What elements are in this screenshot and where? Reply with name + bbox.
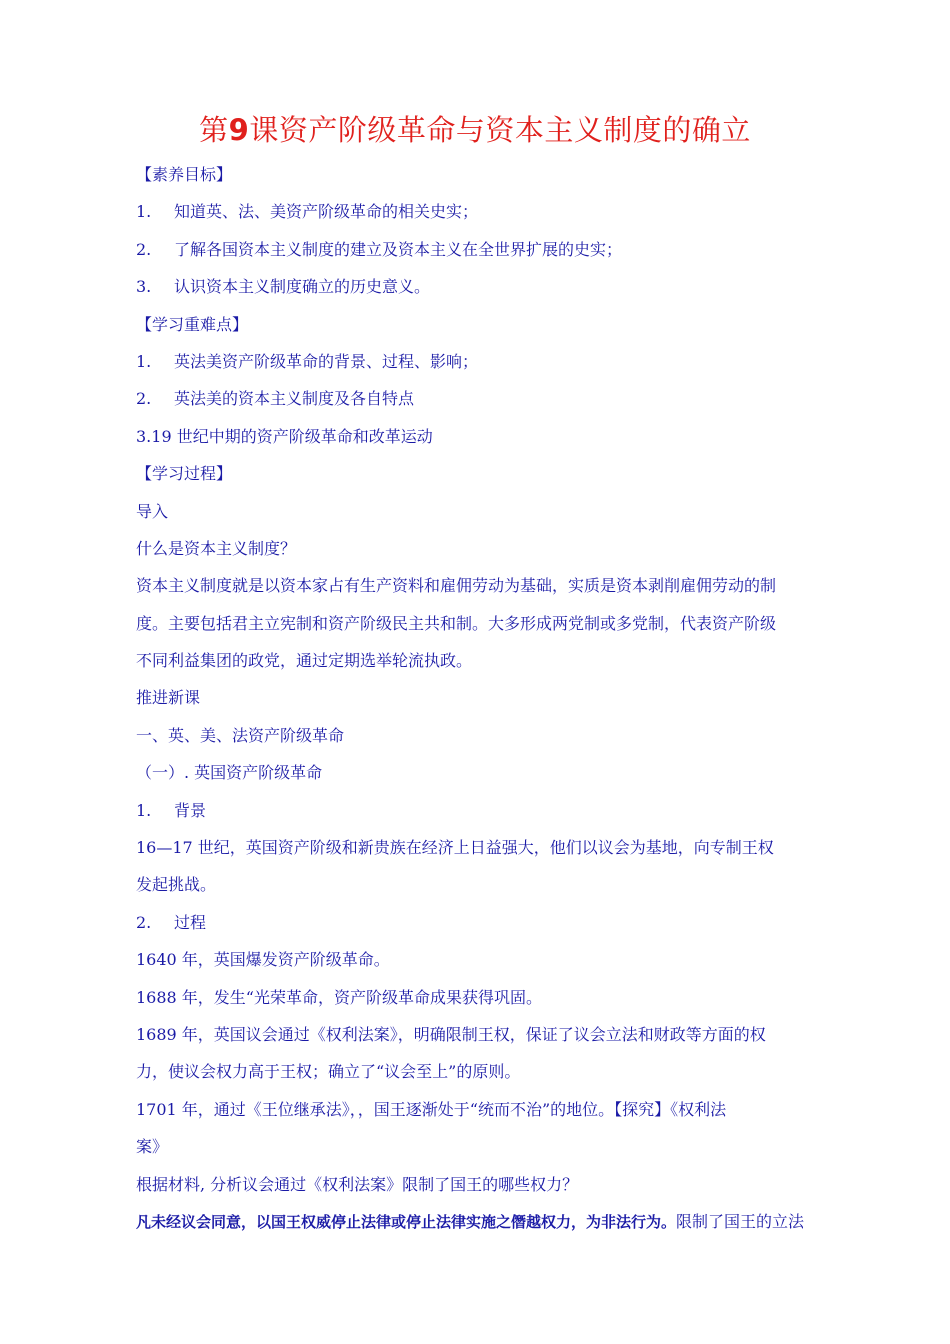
paragraph-line: 力，使议会权力高于王权；确立了“议会至上”的原则。 [136,1062,521,1082]
title-number: 9 [228,113,250,147]
paragraph-line: 根据材料, 分析议会通过《权利法案》限制了国王的哪些权力？ [136,1174,579,1194]
list-number: 2. [136,389,152,409]
paragraph-line: 资本主义制度就是以资本家占有生产资料和雇佣劳动为基础，实质是资本剥削雇佣劳动的制 [136,576,777,596]
paragraph-line: 3.19 世纪中期的资产阶级革命和改革运动 [136,426,433,446]
paragraph-line: 1701 年，通过《王位继承法》，，国王逐渐处于“统而不治”的地位。【探究】《权利法 [136,1099,727,1119]
paragraph-line: 1689 年，英国议会通过《权利法案》，明确限制王权，保证了议会立法和财政等方面的权 [136,1024,766,1044]
paragraph-line: 一、英、美、法资产阶级革命 [136,725,345,745]
section-heading: 【学习过程】 [136,464,233,484]
section-heading: 【素养目标】 [136,165,233,184]
paragraph-line: 发起挑战。 [136,875,217,895]
paragraph-line: 凡未经议会同意，以国王权威停止法律或停止法律实施之僭越权力，为非法行为。限制了国王的立法 [136,1211,805,1231]
list-item: 1. 背景 [136,792,826,829]
paragraph-line: 案》 [136,1137,169,1157]
section-heading: 【学习重难点】 [136,314,249,334]
list-number: 2. [136,239,152,259]
list-item: 2. 英法美的资本主义制度及各自特点 [136,380,826,417]
list-number: 1. [136,800,152,820]
bold-quote: 凡未经议会同意，以国王权威停止法律或停止法律实施之僭越权力，为非法行为。 [136,1212,677,1231]
title-prefix: 第 [199,113,229,147]
list-number: 3. [136,277,152,297]
list-number: 1. [136,202,152,222]
paragraph-line: 什么是资本主义制度？ [136,538,297,558]
document-body [136,156,826,1240]
paragraph-line: 1640 年，英国爆发资产阶级革命。 [136,950,390,970]
list-item: 2. 了解各国资本主义制度的建立及资本主义在全世界扩展的史实； [136,231,826,268]
paragraph-line: 推进新课 [136,688,201,708]
paragraph-line: 导入 [136,501,169,521]
page-title [0,108,950,149]
list-item: 1. 英法美资产阶级革命的背景、过程、影响； [136,343,826,380]
paragraph-line: 1688 年，发生“光荣革命，资产阶级革命成果获得巩固。 [136,987,542,1007]
list-number: 2. [136,912,152,932]
title-rest: 课资产阶级革命与资本主义制度的确立 [249,113,751,147]
paragraph-line: 不同利益集团的政党，通过定期选举轮流执政。 [136,651,473,671]
list-number: 1. [136,351,152,371]
list-item: 2. 过程 [136,904,826,941]
paragraph-line: 度。主要包括君主立宪制和资产阶级民主共和制。大多形成两党制或多党制，代表资产阶级 [136,613,777,633]
paragraph-line: 16—17 世纪，英国资产阶级和新贵族在经济上日益强大，他们以议会为基地，向专制王权 [136,838,774,858]
paragraph-line: （一）. 英国资产阶级革命 [136,763,323,783]
list-item: 3. 认识资本主义制度确立的历史意义。 [136,268,826,305]
list-item: 1. 知道英、法、美资产阶级革命的相关史实； [136,193,826,230]
